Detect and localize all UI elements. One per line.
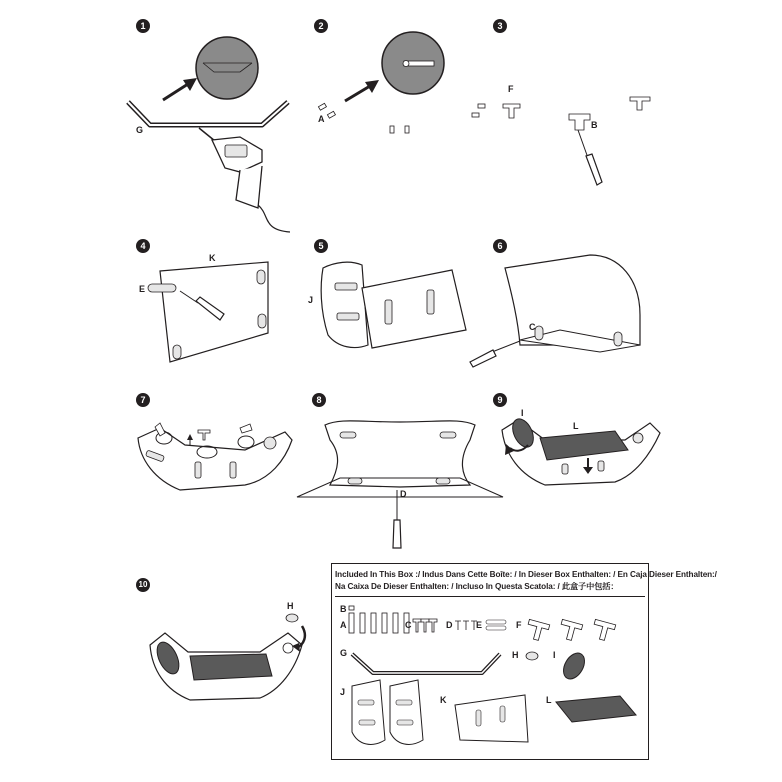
- step-number: 4: [136, 239, 150, 253]
- strip-icon: [486, 620, 506, 630]
- inv-label-g: G: [340, 648, 348, 658]
- inv-label-f: F: [516, 620, 522, 630]
- step-number: 9: [493, 393, 507, 407]
- inv-label-i: I: [553, 650, 556, 660]
- inventory-title-line-2: Na Caixa De Dieser Enthalten: / Incluso In Questa Scatola: / 此盒子中包括：: [335, 582, 619, 591]
- pad-i-icon: [559, 649, 589, 682]
- inv-label-d: D: [446, 620, 453, 630]
- part-label-j: J: [308, 295, 314, 305]
- step-number: 7: [136, 393, 150, 407]
- part-label-k: K: [209, 253, 216, 263]
- part-label-f: F: [508, 84, 514, 94]
- inv-label-l: L: [546, 695, 552, 705]
- screw-set-icon: [349, 606, 409, 633]
- step-number: 6: [493, 239, 507, 253]
- inventory-title-line-1: Included In This Box :/ Indus Dans Cette Boîte: / In Dieser Box Enthalten: / En Caja Dieser Enthalten:/: [335, 570, 717, 579]
- inv-label-b: B: [340, 604, 347, 614]
- part-label-a: A: [318, 114, 325, 124]
- inv-label-e: E: [476, 620, 483, 630]
- part-label-h: H: [287, 601, 294, 611]
- cap-h-icon: [526, 652, 538, 660]
- part-label-c: C: [529, 322, 536, 332]
- inv-label-h: H: [512, 650, 519, 660]
- back-panel-k-icon: [455, 695, 528, 742]
- inv-label-a: A: [340, 620, 347, 630]
- part-label-g: G: [136, 125, 144, 135]
- part-label-l: L: [573, 421, 579, 431]
- side-panel-j-icon: [352, 680, 423, 744]
- inv-label-k: K: [440, 695, 447, 705]
- part-label-e: E: [139, 284, 146, 294]
- step-number: 10: [136, 578, 150, 592]
- bracket-f-icon: [525, 619, 616, 642]
- pad-l-icon: [556, 696, 636, 722]
- step-number: 3: [493, 19, 507, 33]
- inv-label-c: C: [405, 620, 412, 630]
- part-label-d: D: [400, 489, 407, 499]
- inv-label-j: J: [340, 687, 346, 697]
- bracket-g-icon: [352, 654, 500, 673]
- step-number: 5: [314, 239, 328, 253]
- small-screw-icon: [455, 621, 477, 630]
- step-number: 8: [312, 393, 326, 407]
- step-number: 2: [314, 19, 328, 33]
- bolt-set-icon: [413, 619, 437, 632]
- part-label-b: B: [591, 120, 598, 130]
- part-label-i: I: [521, 408, 524, 418]
- step-number: 1: [136, 19, 150, 33]
